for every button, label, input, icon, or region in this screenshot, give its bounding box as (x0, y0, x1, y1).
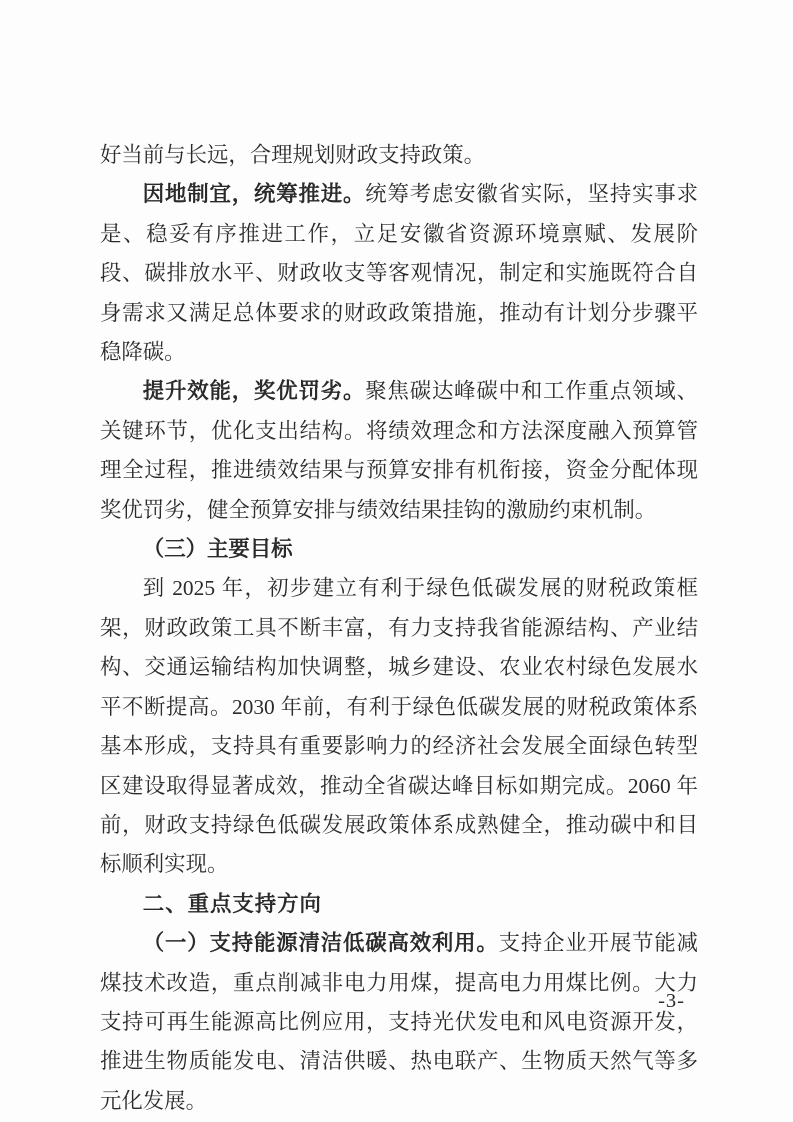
paragraph-clean-energy (100, 924, 698, 1121)
paragraph-text: 到 2025 年，初步建立有利于绿色低碳发展的财税政策框架，财政政策工具不断丰富，有力支持我省能源结构、产业结构、交通运输结构加快调整，城乡建设、农业农村绿色发展水平不断提高。2030 年前，有利于绿色低碳发展的财税政策体系基本形成，支持具有重要影响力的经济社会发展全面绿色转型区建设取得显著成效，推动全省碳达峰目标如期完成。2060 年前，财政支持绿色低碳发展政策体系成熟健全，推动碳中和目标顺利实现。 (100, 576, 698, 877)
section-heading-key-support (100, 885, 698, 924)
paragraph-lead: （一）支持能源清洁低碳高效利用。 (142, 931, 499, 956)
section-heading-main-goals (100, 530, 698, 569)
page-number: -3- (658, 990, 685, 1012)
paragraph-text: 统筹考虑安徽省实际，坚持实事求是、稳妥有序推进工作，立足安徽省资源环境禀赋、发展阶段、碳排放水平、财政收支等客观情况，制定和实施既符合自身需求又满足总体要求的财政政策措施，推动有计划分步骤平稳降碳。 (100, 182, 698, 365)
paragraph-text: 好当前与长远，合理规划财政支持政策。 (100, 143, 486, 167)
paragraph-principle-tishengxiaoneng (100, 372, 698, 530)
paragraph-text: 聚焦碳达峰碳中和工作重点领域、关键环节，优化支出结构。将绩效理念和方法深度融入预算管理全过程，推进绩效结果与预算安排有机衔接，资金分配体现奖优罚劣，健全预算安排与绩效结果挂钩的激励约束机制。 (100, 379, 698, 522)
paragraph-principle-yindizhiyi (100, 175, 698, 372)
paragraph-text: 支持企业开展节能减煤技术改造，重点削减非电力用煤，提高电力用煤比例。大力支持可再生能源高比例应用，支持光伏发电和风电资源开发，推进生物质能发电、清洁供暖、热电联产、生物质天然气等多元化发展。 (100, 931, 698, 1113)
paragraph-continuation (100, 136, 698, 175)
document-body (100, 136, 698, 1121)
paragraph-lead: 提升效能，奖优罚劣。 (142, 379, 366, 404)
section-heading-label: （三）主要目标 (142, 537, 293, 562)
section-heading-label: 二、重点支持方向 (142, 891, 322, 916)
paragraph-lead: 因地制宜，统筹推进。 (142, 182, 366, 207)
paragraph-goals-timeline (100, 569, 698, 884)
